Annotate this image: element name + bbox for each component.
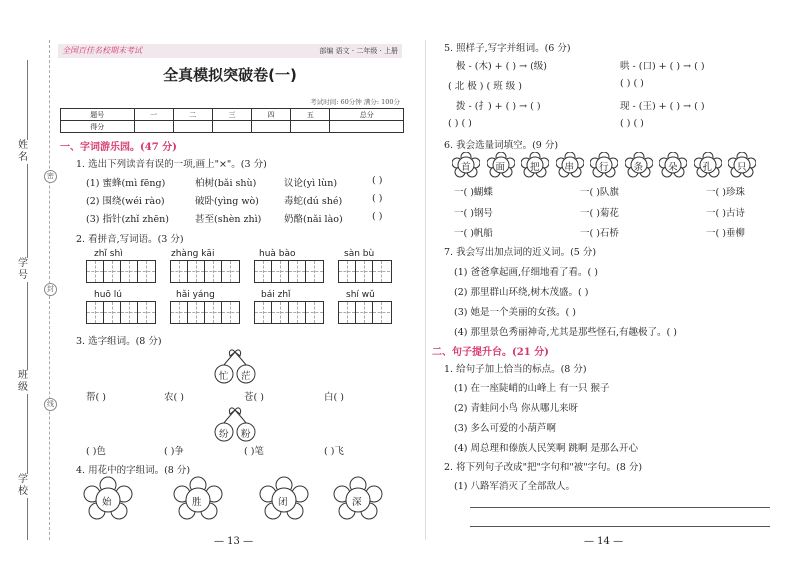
- writing-grid[interactable]: [338, 260, 392, 283]
- q7-item[interactable]: (3) 她是一个美丽的女孩。( ): [454, 307, 576, 318]
- writing-grid[interactable]: [338, 301, 392, 324]
- flower-char: 闭: [278, 497, 288, 508]
- writing-grid[interactable]: [86, 260, 156, 283]
- q8-item[interactable]: (4) 周总理和傣族人民笑啊 跳啊 是那么开心: [454, 443, 639, 454]
- score-input[interactable]: [173, 121, 212, 133]
- flower-char: 行: [599, 162, 609, 173]
- question-prompt: 5. 照样子,写字并组词。(6 分): [444, 43, 571, 54]
- writing-grid[interactable]: [254, 301, 324, 324]
- q6-item[interactable]: 一( )珍珠: [706, 187, 745, 198]
- q3-blank[interactable]: 苍( ): [244, 392, 264, 403]
- score-input[interactable]: [134, 121, 173, 133]
- table-cell: 五: [291, 109, 330, 121]
- answer-line[interactable]: [470, 507, 770, 508]
- pinyin-label: huà bào: [259, 249, 296, 259]
- score-input[interactable]: [212, 121, 251, 133]
- answer-paren[interactable]: ( ): [372, 211, 383, 222]
- writing-grid[interactable]: [170, 260, 240, 283]
- choice-char: 纷: [219, 429, 229, 440]
- q1-option: (3) 指针(zhǐ zhēn): [86, 214, 169, 225]
- pinyin-label: hǎi yáng: [176, 290, 215, 300]
- binding-strip: [0, 0, 44, 576]
- name-label: 姓名: [18, 140, 28, 163]
- q5-item[interactable]: 现 - (王) + ( ) → ( ): [620, 101, 705, 112]
- q5-word[interactable]: ( ) ( ): [448, 118, 472, 129]
- small-flower-icon: [452, 152, 480, 178]
- school-label: 学校: [18, 474, 28, 497]
- question-prompt: 3. 选字组词。(8 分): [76, 336, 162, 347]
- q9-item: (1) 八路军消灭了全部敌人。: [454, 481, 575, 492]
- seal-knot: 线: [44, 398, 57, 411]
- small-flower-icon: [659, 152, 687, 178]
- page-divider: [425, 40, 426, 540]
- table-cell: 二: [173, 109, 212, 121]
- table-cell: 一: [134, 109, 173, 121]
- q1-option: (2) 围绕(wéi rào): [86, 196, 165, 207]
- question-prompt: 1. 给句子加上恰当的标点。(8 分): [444, 364, 587, 375]
- writing-grid[interactable]: [254, 260, 324, 283]
- leaf-pair-icon: [210, 406, 260, 442]
- q3-blank[interactable]: ( )争: [164, 446, 184, 457]
- q1-option: 柏树(bǎi shù): [195, 178, 257, 189]
- flower-char: 只: [737, 162, 747, 173]
- flower-char: 始: [102, 497, 112, 508]
- class-label: 班级: [18, 370, 28, 393]
- q6-item[interactable]: 一( )垂柳: [706, 228, 745, 239]
- q3-blank[interactable]: ( )色: [86, 446, 106, 457]
- q3-blank[interactable]: 白( ): [324, 392, 344, 403]
- q6-item[interactable]: 一( )古诗: [706, 208, 745, 219]
- series-tag: 全国百佳名校期末考试: [62, 46, 142, 55]
- question-prompt: 4. 用花中的字组词。(8 分): [76, 465, 191, 476]
- page-number: — 13 —: [214, 536, 254, 547]
- q7-item[interactable]: (2) 那里群山环绕,树木茂盛。( ): [454, 287, 589, 298]
- flower-char: 串: [564, 162, 575, 173]
- flower-char: 条: [633, 162, 644, 173]
- pinyin-label: sàn bù: [344, 249, 375, 259]
- pinyin-label: bái zhǐ: [261, 290, 291, 300]
- q1-option: 毒蛇(dú shé): [284, 196, 343, 207]
- table-row: [61, 109, 404, 121]
- q3-blank[interactable]: 农( ): [164, 392, 184, 403]
- q5-word[interactable]: ( 北 极 ) ( 班 级 ): [448, 81, 522, 92]
- page-number: — 14 —: [584, 536, 624, 547]
- score-input[interactable]: [252, 121, 291, 133]
- flower-char: 首: [461, 162, 471, 173]
- small-flower-icon: [556, 152, 584, 178]
- question-prompt: 2. 将下列句子改成"把"字句和"被"字句。(8 分): [444, 462, 643, 473]
- flower-char: 把: [530, 162, 540, 173]
- exam-info: 考试时间: 60分钟 满分: 100分: [310, 98, 400, 106]
- q1-option: 议论(yì lùn): [284, 178, 338, 189]
- flower-char: 深: [352, 497, 362, 508]
- question-prompt: 1. 选出下列读音有误的一项,画上"×"。(3 分): [76, 159, 267, 170]
- q6-item[interactable]: 一( )蝴蝶: [454, 187, 493, 198]
- q5-item[interactable]: 极 - (木) + ( ) → (级): [456, 61, 548, 72]
- table-cell: 三: [212, 109, 251, 121]
- flower-char: 胜: [192, 497, 202, 508]
- q5-word[interactable]: ( ) ( ): [620, 78, 644, 89]
- answer-paren[interactable]: ( ): [372, 193, 383, 204]
- question-prompt: 7. 我会写出加点词的近义词。(5 分): [444, 247, 597, 258]
- writing-grid[interactable]: [170, 301, 240, 324]
- score-input[interactable]: [291, 121, 330, 133]
- q1-option: (1) 蜜蜂(mì fēng): [86, 178, 166, 189]
- question-prompt: 6. 我会选量词填空。(9 分): [444, 140, 559, 151]
- q1-option: 甚至(shèn zhì): [195, 214, 262, 225]
- table-cell: 总分: [330, 109, 404, 121]
- section-heading: 二、句子提升台。(21 分): [432, 347, 549, 358]
- small-flower-icon: [487, 152, 515, 178]
- q6-item[interactable]: 一( )钢号: [454, 208, 493, 219]
- choice-char: 粉: [241, 429, 251, 440]
- seal-knot: 密: [44, 170, 57, 183]
- section-heading: 一、字词游乐园。(47 分): [60, 142, 177, 153]
- small-flower-icon: [590, 152, 618, 178]
- choice-char: 茫: [241, 371, 251, 382]
- choice-char: 忙: [219, 371, 229, 382]
- pinyin-label: huō lú: [94, 290, 122, 300]
- q3-blank[interactable]: 帮( ): [86, 392, 106, 403]
- q8-item[interactable]: (3) 多么可爱的小葫芦啊: [454, 423, 556, 434]
- q1-option: 奶酪(nǎi lào): [284, 214, 343, 225]
- table-cell: 题号: [61, 109, 135, 121]
- q5-item[interactable]: 哄 - (口) + ( ) → ( ): [620, 61, 705, 72]
- q6-item[interactable]: 一( )菊花: [580, 208, 619, 219]
- small-flower-icon: [521, 152, 549, 178]
- table-row: [61, 121, 404, 133]
- q5-item[interactable]: 拨 - (扌) + ( ) → ( ): [456, 101, 541, 112]
- table-cell: 得分: [61, 121, 135, 133]
- answer-paren[interactable]: ( ): [372, 175, 383, 186]
- small-flower-icon: [694, 152, 722, 178]
- answer-line[interactable]: [470, 526, 770, 527]
- seal-knot: 封: [44, 283, 57, 296]
- flower-char: 朵: [668, 162, 678, 173]
- q5-word[interactable]: ( ) ( ): [620, 118, 644, 129]
- small-flower-icon: [625, 152, 653, 178]
- page-title: 全真模拟突破卷(一): [163, 66, 297, 84]
- q3-blank[interactable]: ( )笔: [244, 446, 264, 457]
- flower-char: 面: [495, 162, 506, 173]
- writing-grid[interactable]: [86, 301, 156, 324]
- book-info: 部编 语文 · 二年级 · 上册: [319, 47, 398, 55]
- q8-item[interactable]: (2) 青蛙问小鸟 你从哪儿来呀: [454, 403, 578, 414]
- score-table: [60, 108, 404, 133]
- q7-item[interactable]: (4) 那里景色秀丽神奇,尤其是那些怪石,有趣极了。( ): [454, 327, 677, 338]
- q6-item[interactable]: 一( )帆船: [454, 228, 493, 239]
- q7-item[interactable]: (1) 爸爸拿起画,仔细地看了看。( ): [454, 267, 598, 278]
- student-id-label: 学号: [18, 258, 28, 281]
- q1-option: 破卧(yìng wò): [195, 196, 259, 207]
- flower-char: 孔: [702, 162, 713, 173]
- pinyin-label: zhàng kāi: [171, 249, 215, 259]
- small-flower-icon: [728, 152, 756, 178]
- q6-item[interactable]: 一( )队旗: [580, 187, 619, 198]
- question-prompt: 2. 看拼音,写词语。(3 分): [76, 234, 184, 245]
- pinyin-label: shí wǔ: [346, 290, 375, 300]
- table-cell: 四: [252, 109, 291, 121]
- header-banner: [58, 44, 402, 58]
- leaf-pair-icon: [210, 348, 260, 384]
- score-input[interactable]: [330, 121, 404, 133]
- q8-item[interactable]: (1) 在一座陡峭的山峰上 有一只 猴子: [454, 383, 610, 394]
- pinyin-label: zhǐ shì: [94, 249, 123, 259]
- q3-blank[interactable]: ( )飞: [324, 446, 344, 457]
- q6-item[interactable]: 一( )石桥: [580, 228, 619, 239]
